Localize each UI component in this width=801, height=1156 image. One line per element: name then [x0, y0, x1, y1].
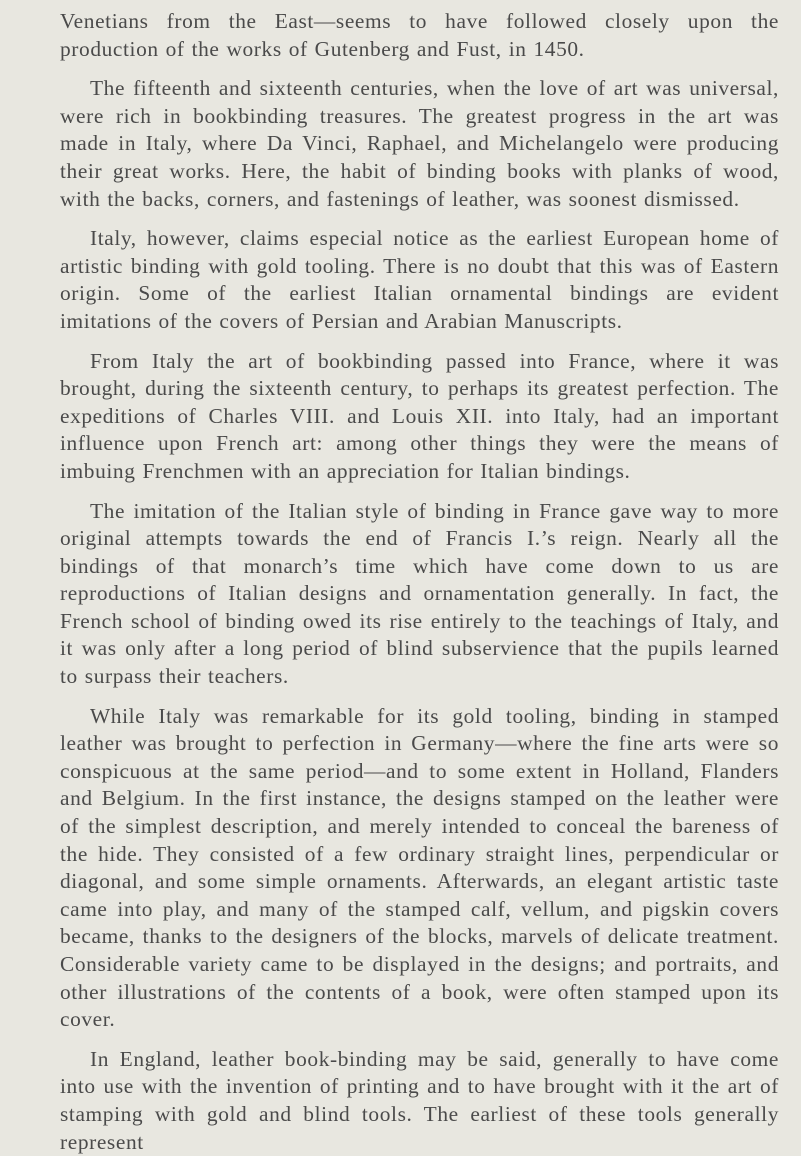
paragraph-4: From Italy the art of bookbinding passed into France, where it was brought, during the sixteenth century, to perhaps its greatest perfection. The expeditions of Charles VIII. and Louis XII. into Italy, had an important influence upon French art: among other things they were the means of imbuing Frenchmen with an appreciation for Italian bindings.	[60, 348, 779, 483]
paragraph-3: Italy, however, claims especial notice as the earliest European home of artistic binding with gold tooling. There is no doubt that this was of Eastern origin. Some of the earliest Italian ornamental bindings are evident imitations of the covers of Persian and Arabian Manuscripts.	[60, 226, 779, 333]
paragraph-1: Venetians from the East—seems to have followed closely upon the production of the works of Gutenberg and Fust, in 1450.	[60, 9, 779, 61]
paragraph-5: The imitation of the Italian style of binding in France gave way to more original attempts towards the end of Francis I.’s reign. Nearly all the bindings of that monarch’s time which have come down to us are reproductions of Italian designs and ornamentation generally. In fact, the French school of binding owed its rise entirely to the teachings of Italy, and it was only after a long period of blind subservience that the pupils learned to surpass their teachers.	[60, 498, 779, 689]
paragraph-7: In England, leather book-binding may be said, generally to have come into use with the invention of printing and to have brought with it the art of stamping with gold and blind tools. The earliest of these tools generally represent	[60, 1046, 779, 1154]
paragraph-6: While Italy was remarkable for its gold tooling, binding in stamped leather was brought to perfection in Germany—where the fine arts were so conspicuous at the same period—and to some extent in Holland, Flanders and Belgium. In the first instance, the designs stamped on the leather were of the simplest description, and merely intended to conceal the bareness of the hide. They consisted of a few ordinary straight lines, perpendicular or diagonal, and some simple ornaments. Afterwards, an elegant artistic taste came into play, and many of the stamped calf, vellum, and pigskin covers became, thanks to the designers of the blocks, marvels of delicate treatment. Considerable variety came to be displayed in the designs; and portraits, and other illustrations of the contents of a book, were often stamped upon its cover.	[60, 703, 779, 1032]
paragraph-2: The fifteenth and sixteenth centuries, when the love of art was universal, were rich in bookbinding treasures. The greatest progress in the art was made in Italy, where Da Vinci, Raphael, and Michelangelo were producing their great works. Here, the habit of binding books with planks of wood, with the backs, corners, and fastenings of leather, was soonest dismissed.	[60, 76, 779, 211]
